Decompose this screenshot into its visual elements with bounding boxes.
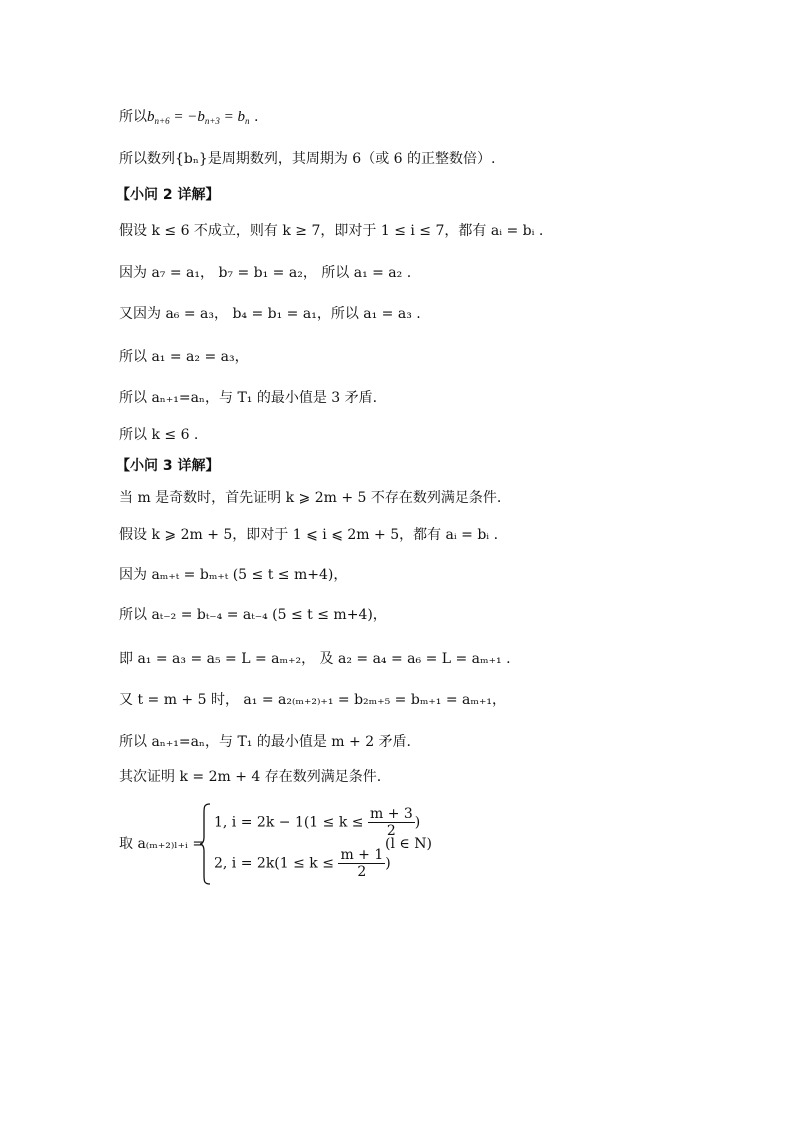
case-text: 1, i = 2k − 1(1 ≤ k ≤ (214, 814, 364, 831)
text-line-3: 假设 k ≤ 6 不成立，则有 k ≥ 7，即对于 1 ≤ i ≤ 7，都有 aᵢ = bᵢ . (119, 223, 544, 239)
text-line-12: 所以 aₜ₋₂ = bₜ₋₄ = aₜ₋₄ (5 ≤ t ≤ m+4)， (119, 607, 387, 623)
text-line-7: 所以 aₙ₊₁=aₙ，与 T₁ 的最小值是 3 矛盾. (119, 390, 378, 406)
fraction-denominator: 2 (386, 823, 396, 839)
text-line-9: 当 m 是奇数时，首先证明 k ⩾ 2m + 5 不存在数列满足条件. (119, 490, 502, 506)
section-heading-2: 【小问 2 详解】 (116, 187, 220, 203)
text-line-14: 又 t = m + 5 时， a₁ = a₂₍ₘ₊₂₎₊₁ = b₂ₘ₊₅ = bₘ₊₁ = aₘ₊₁， (119, 692, 506, 708)
text-segment: . (249, 109, 259, 125)
text-line-6: 所以 a₁ = a₂ = a₃， (119, 349, 249, 365)
case-text: 2, i = 2k(1 ≤ k ≤ (214, 855, 334, 872)
text-segment: 所以 (119, 109, 147, 125)
left-brace (199, 803, 211, 885)
subscript: n (245, 116, 250, 126)
fraction-numerator: m + 3 (369, 806, 413, 822)
domain-note: (l ∈ N) (385, 836, 432, 852)
text-line-13: 即 a₁ = a₃ = a₅ = L = aₘ₊₂， 及 a₂ = a₄ = a₆ = L = aₘ₊₁ . (119, 651, 511, 667)
piecewise-definition-label: 取 a₍ₘ₊₂₎ₗ₊ᵢ = (119, 836, 205, 852)
text-line-4: 因为 a₇ = a₁， b₇ = b₁ = a₂， 所以 a₁ = a₂ . (119, 265, 412, 281)
fraction-numerator: m + 1 (340, 847, 384, 863)
fraction-denominator: 2 (357, 864, 367, 880)
section-heading-3: 【小问 3 详解】 (116, 458, 220, 474)
case-row-2 (214, 847, 391, 880)
text-line-16: 其次证明 k = 2m + 4 存在数列满足条件. (119, 769, 382, 785)
math-segment: b (147, 109, 155, 125)
subscript: n+3 (204, 116, 220, 126)
text-line-11: 因为 aₘ₊ₜ = bₘ₊ₜ (5 ≤ t ≤ m+4)， (119, 567, 348, 583)
math-segment: = −b (169, 109, 205, 125)
text-line-8: 所以 k ≤ 6 . (119, 427, 199, 443)
text-line-10: 假设 k ⩾ 2m + 5，即对于 1 ⩽ i ⩽ 2m + 5，都有 aᵢ = bᵢ . (119, 527, 499, 543)
text-line-1 (119, 108, 258, 126)
fraction (338, 847, 385, 880)
text-line-5: 又因为 a₆ = a₃， b₄ = b₁ = a₁，所以 a₁ = a₃ . (119, 306, 421, 322)
case-text: ) (385, 855, 391, 872)
text-line-15: 所以 aₙ₊₁=aₙ，与 T₁ 的最小值是 m + 2 矛盾. (119, 734, 412, 750)
math-segment: = b (219, 109, 246, 125)
text-line-2: 所以数列{bₙ}是周期数列，其周期为 6（或 6 的正整数倍）. (119, 151, 496, 167)
subscript: n+6 (154, 116, 170, 126)
case-text: ) (414, 814, 421, 831)
